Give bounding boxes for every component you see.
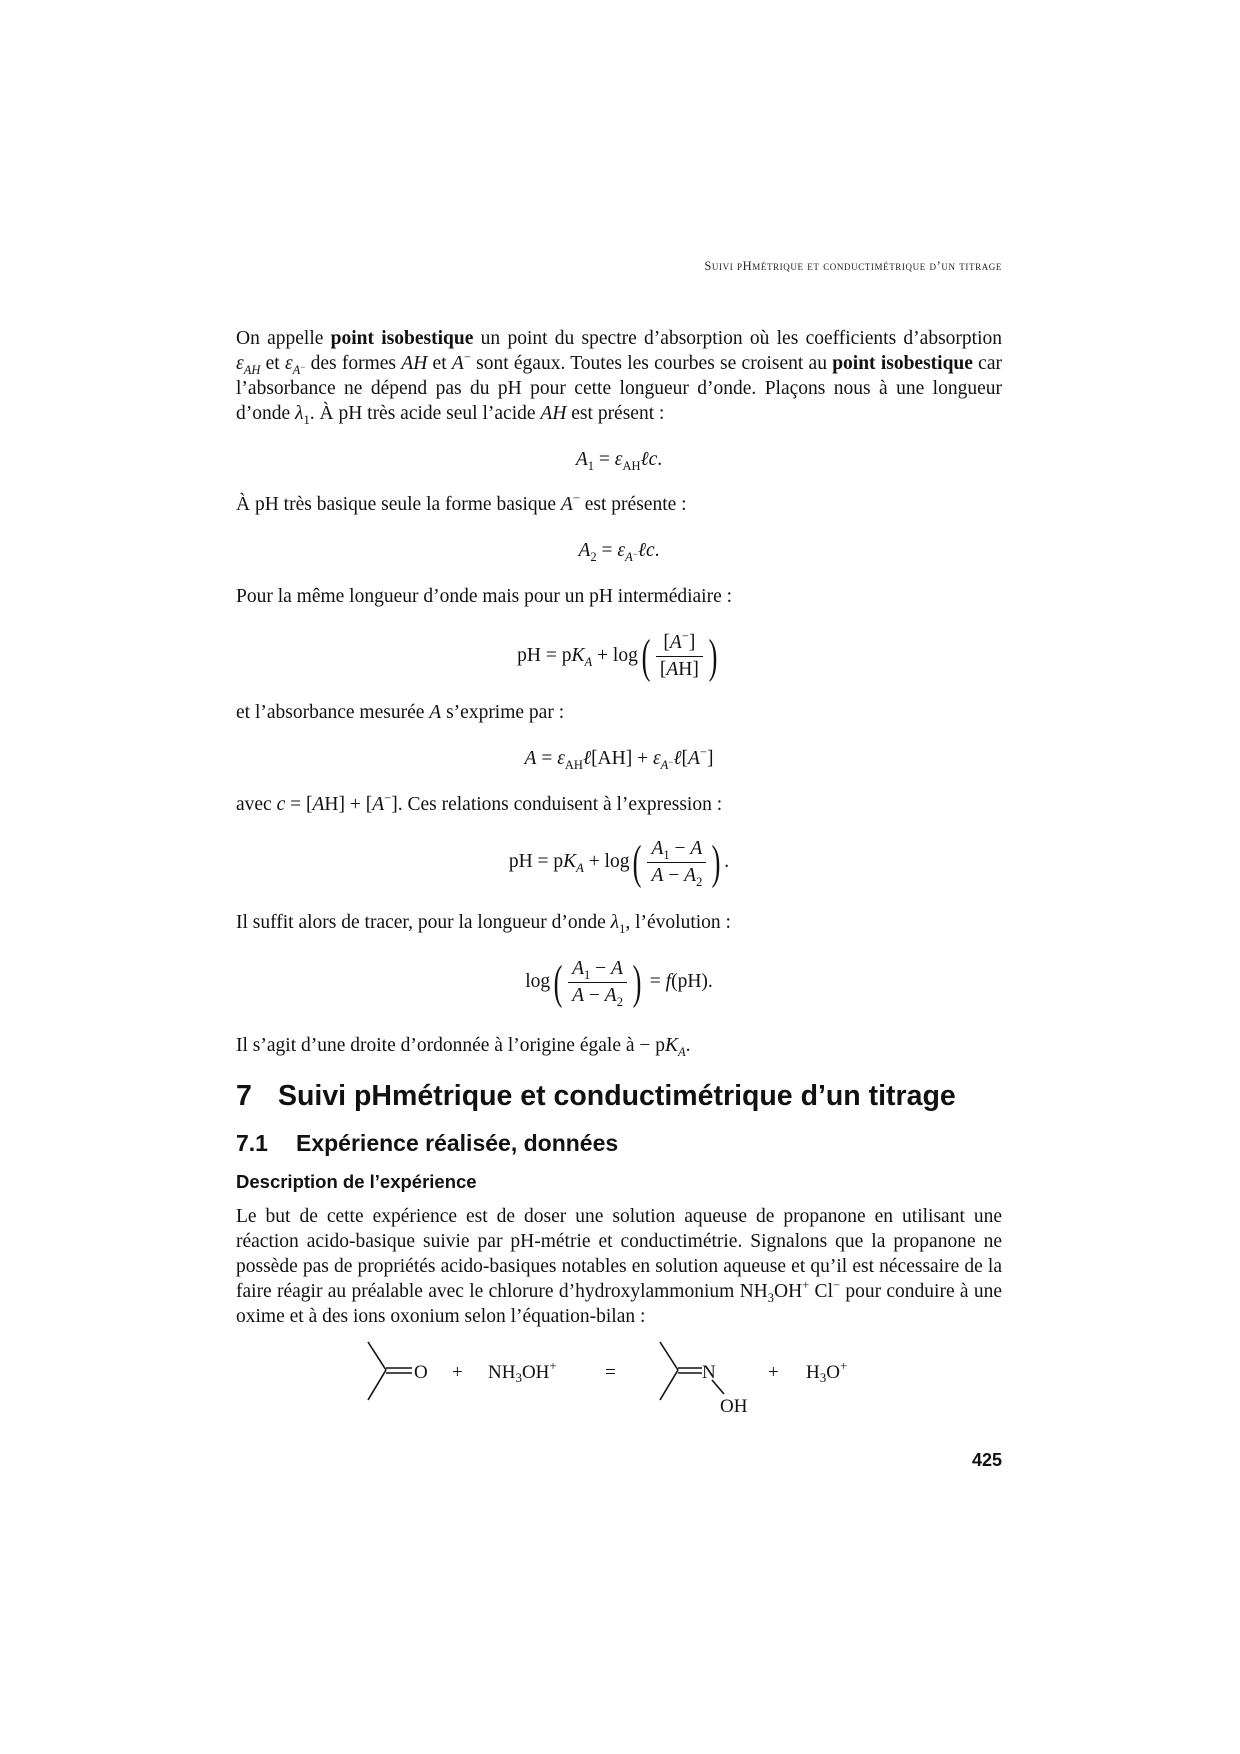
text: . Ces relations conduisent à l’expression : xyxy=(397,794,723,815)
text: est présent : xyxy=(566,403,665,424)
paragraph-concentration: avec c = [AH] + [A−]. Ces relations conduisent à l’expression : xyxy=(236,791,723,815)
text: OH xyxy=(774,1281,803,1302)
subsection-number: 7.1 xyxy=(236,1130,268,1156)
text: un point du spectre d’absorption où les coefficients d’absorption xyxy=(473,328,1003,349)
paragraph-isobestic-definition: On appelle point isobestique un point du spectre d’absorption où les coefficients d’absorption $\varepsilon_{AH}$ et $\varepsilon_{A^-}$ des formes AH et A− sont égaux. Toutes les courbes se croisent au point isobestique car l’absorbance ne dépend pas du pH pour cette longueur d’onde. Plaçons nous à une longueur d’onde $\lambda_1$. À pH très acide seul l’acide AH est présent : xyxy=(236,328,1003,427)
text: À pH très basique seule la forme basique xyxy=(236,494,561,515)
text: . À pH très acide seul l’acide xyxy=(309,403,541,424)
running-head: Suivi pHmétrique et conductimétrique d’un titrage xyxy=(704,259,1002,273)
paragraph-plot: Il suffit alors de tracer, pour la longueur d’onde $\lambda_1$, l’évolution : xyxy=(236,912,731,936)
section-number: 7 xyxy=(236,1080,252,1112)
propanone-structure xyxy=(368,1342,412,1400)
text: est présente : xyxy=(579,494,687,515)
paragraph-basic-form: À pH très basique seule la forme basique A− est présente : xyxy=(236,491,687,515)
equation-log-fph: log( $\frac{A_1 - A}{A - A_2}$ ) = f(pH). xyxy=(525,955,713,1010)
text: avec xyxy=(236,794,277,815)
paragraph-absorbance: et l’absorbance mesurée A s’exprime par : xyxy=(236,702,565,723)
subsection-title: Expérience réalisée, données xyxy=(296,1130,619,1156)
paragraph-intercept: Il s’agit d’une droite d’ordonnée à l’origine égale à − $pK_A$. xyxy=(236,1035,691,1059)
plus-sign: + xyxy=(452,1362,463,1383)
bold-term: point isobestique xyxy=(330,328,474,349)
subsection-heading xyxy=(236,1130,618,1157)
section-title: Suivi pHmétrique et conductimétrique d’un titrage xyxy=(278,1080,956,1112)
text: Cl xyxy=(809,1281,833,1302)
equation-a2: $A_2$ = $\varepsilon_{A^-}\ell c$. xyxy=(578,540,660,564)
oxonium-label: $H_3O^+$ xyxy=(806,1358,848,1385)
nitrogen-label: N xyxy=(702,1362,716,1383)
reaction-scheme xyxy=(360,1340,920,1420)
text: s’exprime par : xyxy=(441,702,565,723)
text: car l’absorbance ne dépend pas du pH pour cette longueur d’onde. Plaçons nous à une longueur d’onde xyxy=(236,353,1002,424)
text: et l’absorbance mesurée xyxy=(236,702,430,723)
reagent-label: $NH_3OH^+$ xyxy=(488,1358,557,1385)
equals-sign: = xyxy=(605,1362,616,1383)
text: et xyxy=(260,353,285,374)
section-heading xyxy=(236,1080,956,1113)
equation-a1: $A_1$ = $\varepsilon_{AH}\ell c$. xyxy=(575,449,663,473)
page-number: 425 xyxy=(971,1450,1002,1470)
text: . xyxy=(685,1035,691,1056)
plus-sign: + xyxy=(768,1362,779,1383)
text: On appelle xyxy=(236,328,331,349)
text: sont égaux. Toutes les courbes se croisent au xyxy=(470,353,833,374)
subsubsection-heading: Description de l’expérience xyxy=(236,1171,477,1192)
equation-henderson: pH = $pK_A + \log$( $\frac{[A^-]}{[AH]}$ ) xyxy=(517,629,718,683)
text: , l’évolution : xyxy=(625,912,731,933)
text: Il suffit alors de tracer, pour la longueur d’onde xyxy=(236,912,611,933)
bold-term: point isobestique xyxy=(832,353,973,374)
text: des formes xyxy=(305,353,402,374)
oxygen-label: O xyxy=(414,1362,428,1383)
paragraph-experiment: Le but de cette expérience est de doser une solution aqueuse de propanone en utilisant une réaction acido-basique suivie par pH-métrie et conductimétrie. Signalons que la propanone ne possède pas de propriétés acido-basiques notables en solution aqueuse et qu’il est nécessaire de la faire réagir au préalable avec le chlorure d’hydroxylammonium $NH_3OH^+$ Cl− pour conduire à une oxime et à des ions oxonium selon l’équation-bilan : xyxy=(236,1206,1002,1327)
text: et xyxy=(427,353,452,374)
text: Le but de cette expérience est de doser une solution aqueuse de propanone en utilisant une réaction acido-basique suivie par pH-métrie et conductimétrie. Signalons que la propanone ne possède pas de propriétés acido-basiques notables en solution aqueuse et qu’il est nécessaire de la faire réagir au préalable avec le chlorure d’hydroxylammonium NH xyxy=(236,1206,1002,1302)
equation-ph-absorbance: pH = $pK_A + \log$( $\frac{A_1 - A}{A - A_2}$ ) . xyxy=(508,835,730,890)
hydroxyl-label: OH xyxy=(720,1396,748,1417)
equation-absorbance: $A = \varepsilon_{AH}\ell[AH]$ + $\varepsilon_{A^-}\ell[A^-]$ xyxy=(524,745,714,772)
text: pour conduire à une oxime et à des ions oxonium selon l’équation-bilan : xyxy=(236,1281,1002,1327)
paragraph-intermediate: Pour la même longueur d’onde mais pour un pH intermédiaire : xyxy=(236,586,733,607)
text: Il s’agit d’une droite d’ordonnée à l’origine égale à − p xyxy=(236,1035,665,1056)
